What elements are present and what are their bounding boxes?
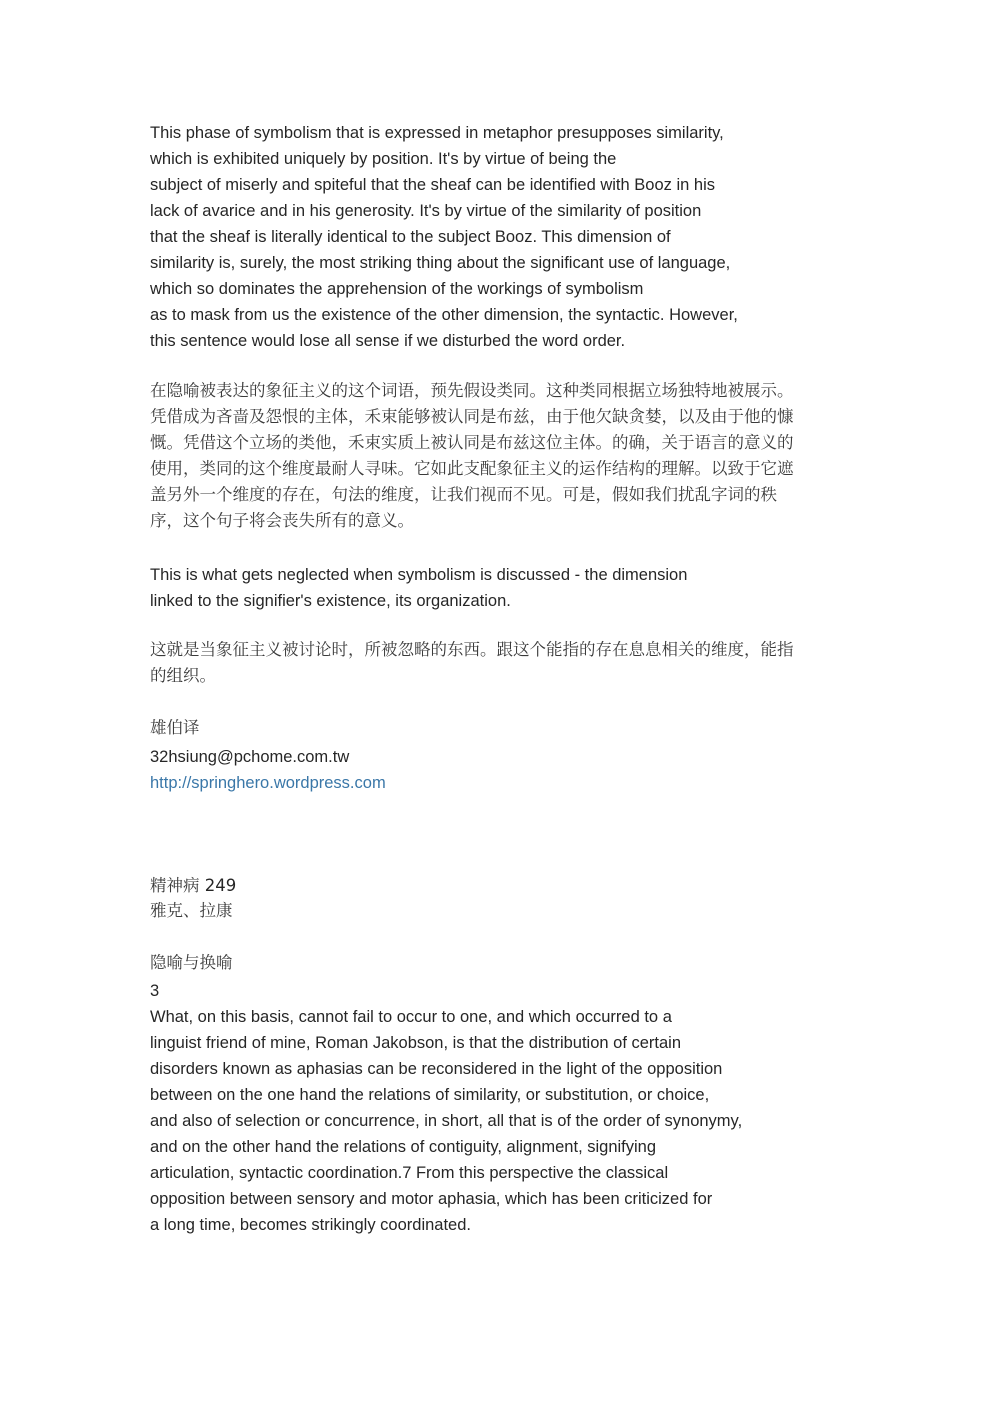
text-line: 的组织。 — [150, 666, 216, 685]
text-line: subject of miserly and spiteful that the sheaf can be identified with Booz in his — [150, 176, 715, 194]
book-header — [150, 873, 236, 899]
text-line: as to mask from us the existence of the other dimension, the syntactic. However, — [150, 306, 738, 324]
text-line: linguist friend of mine, Roman Jakobson, is that the distribution of certain — [150, 1034, 682, 1052]
text-line: which is exhibited uniquely by position. It's by virtue of being the — [150, 150, 617, 168]
text-line: and on the other hand the relations of contiguity, alignment, signifying — [150, 1138, 657, 1156]
text-line: 序，这个句子将会丧失所有的意义。 — [150, 511, 414, 530]
text-line: This phase of symbolism that is expressed in metaphor presupposes similarity, — [150, 124, 724, 142]
english-paragraph-1 — [150, 120, 738, 354]
text-line: What, on this basis, cannot fail to occur to one, and which occurred to a — [150, 1008, 672, 1026]
text-line: disorders known as aphasias can be reconsidered in the light of the opposition — [150, 1060, 723, 1078]
text-line: 在隐喻被表达的象征主义的这个词语，预先假设类同。这种类同根据立场独特地被展示。 — [150, 381, 794, 400]
text-line: 使用，类同的这个维度最耐人寻味。它如此支配象征主义的运作结构的理解。以致于它遮 — [150, 459, 794, 478]
text-line: 盖另外一个维度的存在，句法的维度，让我们视而不见。可是，假如我们扰乱字词的秩 — [150, 485, 777, 504]
text-line: similarity is, surely, the most striking thing about the significant use of language, — [150, 254, 731, 272]
book-title: 精神病 — [150, 876, 200, 895]
translator-credit: 雄伯译 — [150, 718, 200, 737]
text-line: 这就是当象征主义被讨论时，所被忽略的东西。跟这个能指的存在息息相关的维度，能指 — [150, 640, 794, 659]
text-line: that the sheaf is literally identical to the subject Booz. This dimension of — [150, 228, 671, 246]
text-line: lack of avarice and in his generosity. It's by virtue of the similarity of position — [150, 202, 702, 220]
text-line: between on the one hand the relations of similarity, or substitution, or choice, — [150, 1086, 710, 1104]
text-line: 凭借成为吝啬及怨恨的主体，禾束能够被认同是布兹，由于他欠缺贪婪，以及由于他的慷 — [150, 407, 794, 426]
section-number: 3 — [150, 982, 160, 1000]
text-line: a long time, becomes strikingly coordinated. — [150, 1216, 471, 1234]
text-line: This is what gets neglected when symbolism is discussed - the dimension — [150, 566, 688, 584]
chapter-title: 隐喻与换喻 — [150, 953, 233, 972]
text-line: and also of selection or concurrence, in short, all that is of the order of synonymy, — [150, 1112, 743, 1130]
text-line: opposition between sensory and motor aphasia, which has been criticized for — [150, 1190, 713, 1208]
text-line: 慨。凭借这个立场的类他，禾束实质上被认同是布兹这位主体。的确，关于语言的意义的 — [150, 433, 794, 452]
english-paragraph-3 — [150, 1004, 742, 1238]
text-line: linked to the signifier's existence, its organization. — [150, 592, 511, 610]
author-name: 雅克、拉康 — [150, 901, 233, 920]
text-line: which so dominates the apprehension of the workings of symbolism — [150, 280, 644, 298]
text-line: this sentence would lose all sense if we disturbed the word order. — [150, 332, 626, 350]
text-line: articulation, syntactic coordination.7 From this perspective the classical — [150, 1164, 669, 1182]
translator-email: 32hsiung@pchome.com.tw — [150, 748, 350, 766]
website-link[interactable]: http://springhero.wordpress.com — [150, 774, 386, 792]
page-number: 249 — [204, 876, 237, 895]
chinese-paragraph-2 — [150, 637, 794, 689]
chinese-paragraph-1 — [150, 378, 794, 534]
english-paragraph-2 — [150, 562, 687, 614]
